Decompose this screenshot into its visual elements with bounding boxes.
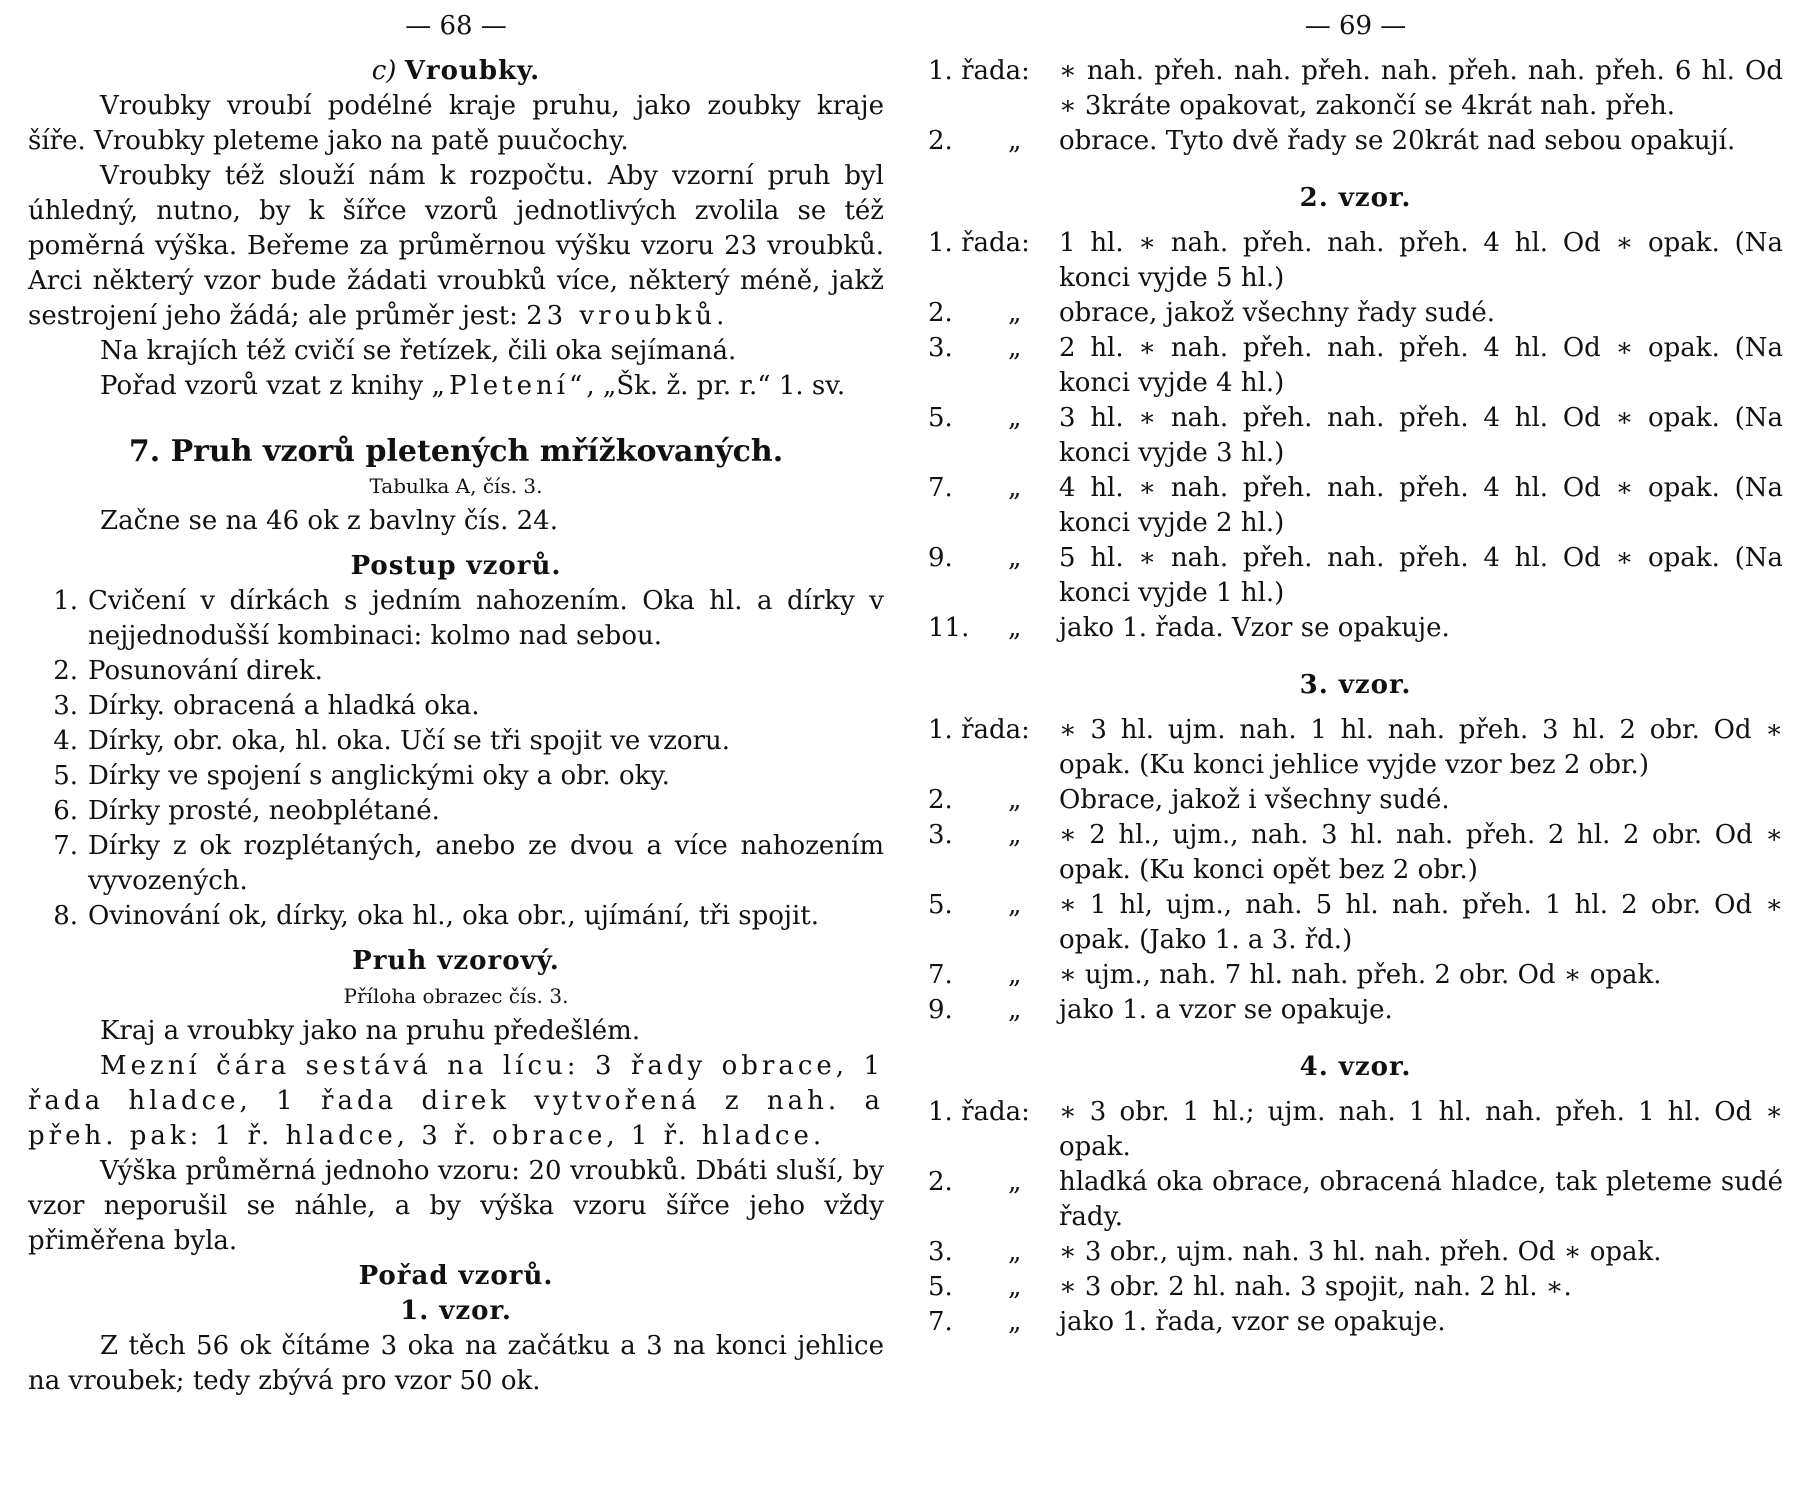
- row-label: [928, 541, 1059, 611]
- vzor2-rows: [928, 226, 1783, 646]
- row-number: 3.: [928, 820, 953, 850]
- ditto-mark: „: [1008, 298, 1022, 328]
- row-text: 4 hl. ∗ nah. přeh. nah. přeh. 4 hl. Od ∗ opak. (Na konci vyjde 2 hl.): [1059, 473, 1783, 538]
- row-instruction: [928, 541, 1783, 611]
- ditto-mark: „: [1008, 960, 1022, 990]
- ditto-mark: „: [1008, 613, 1022, 643]
- row-text: obrace, jakož všechny řady sudé.: [1059, 298, 1495, 328]
- row-label: [928, 296, 1059, 331]
- right-page: [928, 0, 1783, 1340]
- row-text: 2 hl. ∗ nah. přeh. nah. přeh. 4 hl. Od ∗ opak. (Na konci vyjde 4 hl.): [1059, 333, 1783, 398]
- list-item: [28, 794, 884, 829]
- section-c-title: Vroubky.: [404, 56, 541, 86]
- list-text: Dírky ve spojení s anglickými oky a obr. oky.: [88, 761, 670, 791]
- row-label: [928, 331, 1059, 401]
- row-label: [928, 1235, 1059, 1270]
- tabulka-caption: Tabulka A, čís. 3.: [369, 474, 543, 498]
- row-label: [928, 818, 1059, 888]
- row-label: [928, 1165, 1059, 1235]
- row-instruction: [928, 1270, 1783, 1305]
- ditto-mark: „: [1008, 785, 1022, 815]
- paragraph-text: Vroubky též slouží nám k rozpočtu. Aby vzorní pruh byl úhledný, nutno, by k šířce vzorů jednotlivých zvolila se též poměrná výška. Beřeme za průměrnou výšku vzoru 23 vroubků. Arci některý vzor bude žádati vroubků více, některý méně, jakž sestrojení jeho žádá; ale průměr jest:: [28, 161, 884, 331]
- row-label: 1. řada:: [928, 228, 1030, 258]
- row-label: [928, 888, 1059, 958]
- row-label: [928, 471, 1059, 541]
- row-number: 7.: [928, 960, 953, 990]
- paragraph: Výška průměrná jednoho vzoru: 20 vroubků. Dbáti sluší, by vzor neporušil se náhle, a by výška vzoru šířce jeho vždy přiměřena byla.: [28, 1156, 884, 1256]
- paragraph: Vroubky vroubí podélné kraje pruhu, jako zoubky kraje šíře. Vroubky pleteme jako na patě puučochy.: [28, 91, 884, 156]
- paragraph: [28, 159, 884, 334]
- row-label: [928, 958, 1059, 993]
- row-text: ∗ 2 hl., ujm., nah. 3 hl. nah. přeh. 2 hl. 2 obr. Od ∗ opak. (Ku konci opět bez 2 obr.): [1059, 820, 1783, 885]
- row-number: 5.: [928, 890, 953, 920]
- row-instruction: [928, 783, 1783, 818]
- vzor3-rows: [928, 713, 1783, 1028]
- postup-list: [28, 584, 884, 934]
- priloha-caption: Příloha obrazec čís. 3.: [343, 984, 569, 1008]
- row-instruction: [928, 1095, 1783, 1165]
- vzor3-heading: 3. vzor.: [1299, 670, 1412, 700]
- row-instruction: [928, 401, 1783, 471]
- list-text: Dírky. obracená a hladká oka.: [88, 691, 480, 721]
- list-item: [28, 654, 884, 689]
- row-instruction: [928, 713, 1783, 783]
- porad-heading: Pořad vzorů.: [358, 1261, 554, 1291]
- section-7-heading: 7. Pruh vzorů pletených mřížkovaných.: [128, 434, 784, 469]
- row-instruction: [928, 1165, 1783, 1235]
- list-number: 5.: [53, 761, 78, 791]
- vzor2-heading: 2. vzor.: [1299, 183, 1412, 213]
- list-number: 7.: [53, 831, 78, 861]
- list-text: Ovinování ok, dírky, oka hl., oka obr., ujímání, tři spojit.: [88, 901, 819, 931]
- list-item: [28, 724, 884, 759]
- row-instruction: [928, 226, 1783, 296]
- list-number: 3.: [53, 691, 78, 721]
- row-text: Obrace, jakož i všechny sudé.: [1059, 785, 1450, 815]
- row-instruction: [928, 818, 1783, 888]
- paragraph: Na krajích též cvičí se řetízek, čili oka sejímaná.: [100, 336, 737, 366]
- paragraph: Začne se na 46 ok z bavlny čís. 24.: [100, 506, 558, 536]
- row-number: 2.: [928, 1167, 953, 1197]
- row-instruction: [928, 993, 1783, 1028]
- row-number: 9.: [928, 995, 953, 1025]
- row-text: ∗ ujm., nah. 7 hl. nah. přeh. 2 obr. Od ∗ opak.: [1059, 960, 1662, 990]
- list-number: 6.: [53, 796, 78, 826]
- row-text: 1 hl. ∗ nah. přeh. nah. přeh. 4 hl. Od ∗ opak. (Na konci vyjde 5 hl.): [1059, 228, 1783, 293]
- row-number: 5.: [928, 1272, 953, 1302]
- row-instruction: [928, 1305, 1783, 1340]
- ditto-mark: „: [1008, 1272, 1022, 1302]
- row-text: ∗ 3 hl. ujm. nah. 1 hl. nah. přeh. 3 hl. 2 obr. Od ∗ opak. (Ku konci jehlice vyjde vzor bez 2 obr.): [1059, 715, 1783, 780]
- paragraph: Kraj a vroubky jako na pruhu předešlém.: [100, 1016, 641, 1046]
- list-text: Dírky prosté, neobplétané.: [88, 796, 440, 826]
- row-text: ∗ 3 obr., ujm. nah. 3 hl. nah. přeh. Od ∗ opak.: [1059, 1237, 1662, 1267]
- ditto-mark: „: [1008, 820, 1022, 850]
- row-text: obrace. Tyto dvě řady se 20krát nad sebou opakují.: [1059, 126, 1736, 156]
- row-number: 2.: [928, 785, 953, 815]
- row-text: ∗ 3 obr. 1 hl.; ujm. nah. 1 hl. nah. přeh. 1 hl. Od ∗ opak.: [1059, 1097, 1783, 1162]
- row-label: [928, 783, 1059, 818]
- vzor4-rows: [928, 1095, 1783, 1340]
- row-label: [928, 993, 1059, 1028]
- row-number: 9.: [928, 543, 953, 573]
- row-label: [928, 401, 1059, 471]
- row-text: ∗ 3 obr. 2 hl. nah. 3 spojit, nah. 2 hl. ∗.: [1059, 1272, 1572, 1302]
- row-instruction: [928, 1235, 1783, 1270]
- row-text: ∗ nah. přeh. nah. přeh. nah. přeh. nah. přeh. 6 hl. Od ∗ 3kráte opakovat, zakončí se 4krát nah. přeh.: [1059, 56, 1783, 121]
- list-text: Dírky, obr. oka, hl. oka. Učí se tři spojit ve vzoru.: [88, 726, 731, 756]
- ditto-mark: „: [1008, 403, 1022, 433]
- row-instruction: [928, 958, 1783, 993]
- row-instruction: [928, 54, 1783, 124]
- ditto-mark: „: [1008, 1307, 1022, 1337]
- row-text: ∗ 1 hl, ujm., nah. 5 hl. nah. přeh. 1 hl. 2 obr. Od ∗ opak. (Jako 1. a 3. řd.): [1059, 890, 1783, 955]
- row-instruction: [928, 124, 1783, 159]
- list-text: Posunování direk.: [88, 656, 323, 686]
- ditto-mark: „: [1008, 126, 1022, 156]
- row-number: 3.: [928, 1237, 953, 1267]
- row-number: 3.: [928, 333, 953, 363]
- section-c-heading: [28, 54, 884, 89]
- list-item: [28, 584, 884, 654]
- row-number: 2.: [928, 298, 953, 328]
- row-instruction: [928, 611, 1783, 646]
- spaced-text: „Pletení“: [431, 371, 587, 401]
- row-label: 1. řada:: [928, 1097, 1030, 1127]
- list-text: Cvičení v dírkách s jedním nahozením. Oka hl. a dírky v nejjednodušší kombinaci: kolmo nad sebou.: [88, 586, 884, 651]
- pruh-heading: Pruh vzorový.: [352, 946, 560, 976]
- list-number: 2.: [53, 656, 78, 686]
- list-number: 1.: [53, 586, 78, 616]
- row-number: 2.: [928, 126, 953, 156]
- vzor1-heading: 1. vzor.: [400, 1296, 512, 1326]
- list-item: [28, 689, 884, 724]
- vzor4-heading: 4. vzor.: [1299, 1052, 1412, 1082]
- paragraph-text: Pořad vzorů vzat z knihy: [100, 371, 432, 401]
- ditto-mark: „: [1008, 543, 1022, 573]
- postup-heading: Postup vzorů.: [350, 551, 562, 581]
- row-text: jako 1. a vzor se opakuje.: [1059, 995, 1393, 1025]
- row-text: 3 hl. ∗ nah. přeh. nah. přeh. 4 hl. Od ∗ opak. (Na konci vyjde 3 hl.): [1059, 403, 1783, 468]
- row-label: [928, 1270, 1059, 1305]
- row-text: 5 hl. ∗ nah. přeh. nah. přeh. 4 hl. Od ∗ opak. (Na konci vyjde 1 hl.): [1059, 543, 1783, 608]
- row-instruction: [928, 888, 1783, 958]
- row-text: hladká oka obrace, obracená hladce, tak pleteme sudé řady.: [1059, 1167, 1783, 1232]
- list-item: [28, 759, 884, 794]
- row-number: 7.: [928, 1307, 953, 1337]
- ditto-mark: „: [1008, 995, 1022, 1025]
- list-item: [28, 899, 884, 934]
- row-number: 11.: [928, 613, 970, 643]
- section-c-label: c): [371, 56, 397, 86]
- page-number: — 68 —: [405, 11, 507, 41]
- list-number: 4.: [53, 726, 78, 756]
- paragraph-text: , „Šk. ž. pr. r.“ 1. sv.: [586, 371, 846, 401]
- row-instruction: [928, 471, 1783, 541]
- vzor1-rows: [928, 54, 1783, 159]
- paragraph-spaced: Mezní čára sestává na lícu: 3 řady obrace, 1 řada hladce, 1 řada direk vytvořená z nah. a přeh. pak: 1 ř. hladce, 3 ř. obrace, 1 ř. hladce.: [28, 1051, 884, 1151]
- paragraph: Z těch 56 ok čítáme 3 oka na začátku a 3 na konci jehlice na vroubek; tedy zbývá pro vzor 50 ok.: [28, 1331, 884, 1396]
- paragraph: [28, 369, 884, 404]
- ditto-mark: „: [1008, 890, 1022, 920]
- ditto-mark: „: [1008, 1167, 1022, 1197]
- ditto-mark: „: [1008, 1237, 1022, 1267]
- list-number: 8.: [53, 901, 78, 931]
- row-label: [928, 611, 1059, 646]
- ditto-mark: „: [1008, 473, 1022, 503]
- row-instruction: [928, 331, 1783, 401]
- row-label: 1. řada:: [928, 56, 1030, 86]
- list-text: Dírky z ok rozplétaných, anebo ze dvou a více nahozením vyvozených.: [88, 831, 884, 896]
- row-number: 5.: [928, 403, 953, 433]
- spaced-text: 23 vroubků.: [526, 301, 729, 331]
- page-number: — 69 —: [1304, 11, 1407, 41]
- row-label: [928, 1305, 1059, 1340]
- row-label: [928, 124, 1059, 159]
- row-label: 1. řada:: [928, 715, 1030, 745]
- row-text: jako 1. řada. Vzor se opakuje.: [1059, 613, 1450, 643]
- list-item: [28, 829, 884, 899]
- row-number: 7.: [928, 473, 953, 503]
- row-text: jako 1. řada, vzor se opakuje.: [1059, 1307, 1446, 1337]
- row-instruction: [928, 296, 1783, 331]
- ditto-mark: „: [1008, 333, 1022, 363]
- left-page: [28, 0, 884, 1399]
